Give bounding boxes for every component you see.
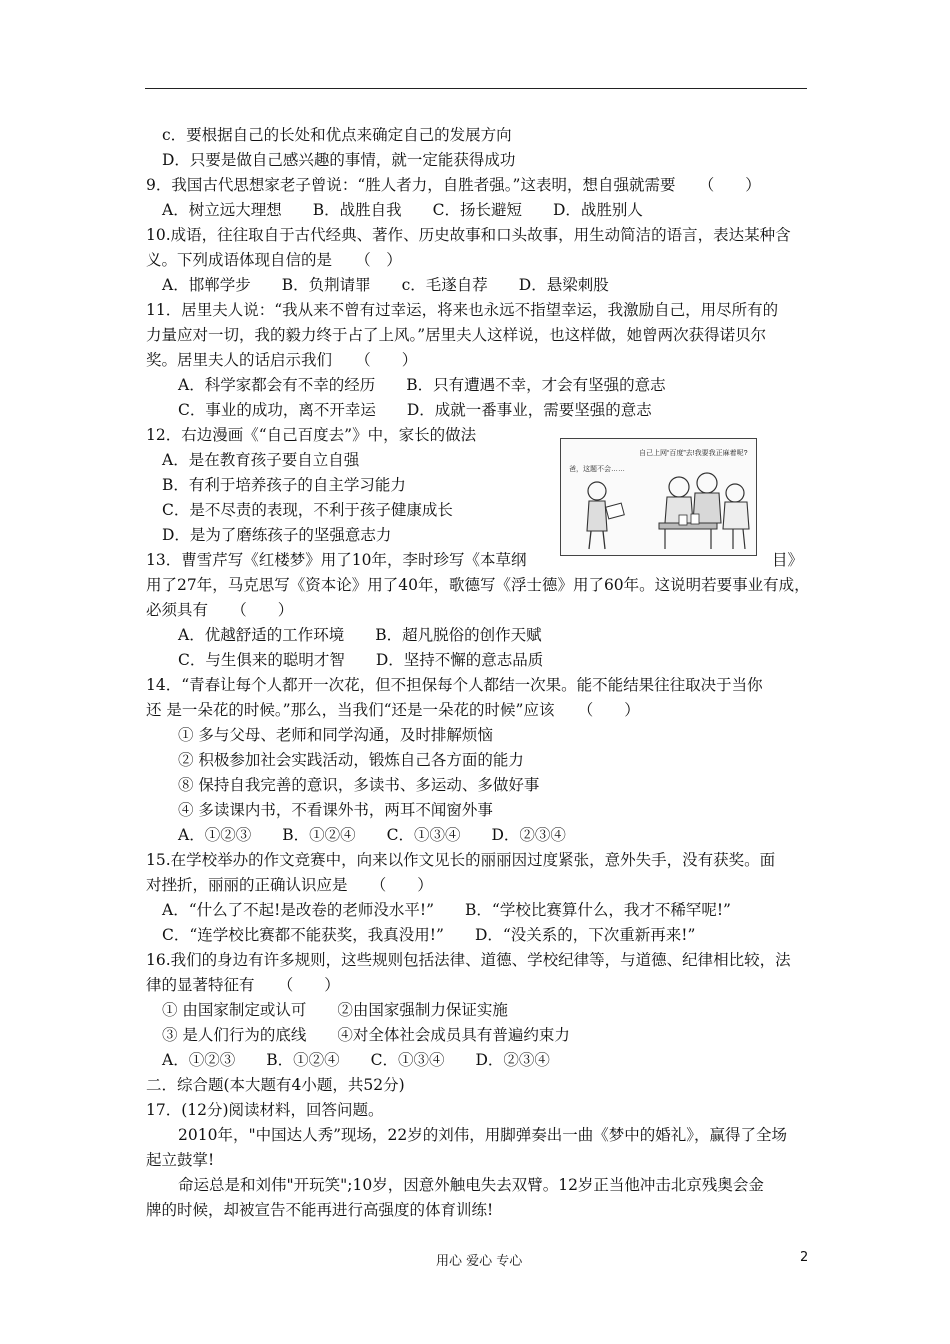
- text-line: 对挫折，丽丽的正确认识应是 （ ）: [146, 876, 433, 894]
- question-15: 15.在学校举办的作文竞赛中，向来以作文见长的丽丽因过度紧张，意外失手，没有获奖。面: [146, 851, 776, 869]
- text-line: 2010年，"中国达人秀”现场，22岁的刘伟，用脚弹奏出一曲《梦中的婚礼》，赢得了全场: [178, 1126, 787, 1144]
- text-line: 律的显著特征有 （ ）: [146, 976, 340, 994]
- header-rule: [145, 88, 807, 89]
- text-line: ④ 多读课内书，不看课外书，两耳不闻窗外事: [178, 801, 493, 819]
- question-9: 9．我国古代思想家老子曾说：“胜人者力，自胜者强。”这表明，想自强就需要 （ ）: [146, 176, 761, 194]
- cartoon-drawing: [561, 439, 756, 555]
- question-12: 12．右边漫画《“自己百度去”》中，家长的做法: [146, 426, 477, 444]
- text-line: 起立鼓掌!: [146, 1151, 215, 1169]
- text-line: c．要根据自己的长处和优点来确定自己的发展方向: [162, 126, 512, 144]
- text-line: C．与生俱来的聪明才智 D．坚持不懈的意志品质: [178, 651, 544, 669]
- text-line: A．科学家都会有不幸的经历 B．只有遭遇不幸，才会有坚强的意志: [178, 376, 666, 394]
- text-line: A．“什么了不起!是改卷的老师没水平!” B．“学校比赛算什么，我才不稀罕呢!”: [162, 901, 731, 919]
- text-line: ③ 是人们行为的底线 ④对全体社会成员具有普遍约束力: [162, 1026, 570, 1044]
- text-line: 牌的时候，却被宣告不能再进行高强度的体育训练!: [146, 1201, 494, 1219]
- text-line: A．①②③ B．①②④ C．①③④ D．②③④: [162, 1051, 550, 1069]
- text-line: 用了27年，马克思写《资本论》用了40年，歌德写《浮士德》用了60年。这说明若要事业有成，: [146, 576, 810, 594]
- text-line: B．有利于培养孩子的自主学习能力: [162, 476, 406, 494]
- text-line: C．是不尽责的表现，不利于孩子健康成长: [162, 501, 453, 519]
- text-line: C．事业的成功，离不开幸运 D．成就一番事业，需要坚强的意志: [178, 401, 652, 419]
- text-line: D．只要是做自己感兴趣的事情，就一定能获得成功: [162, 151, 516, 169]
- question-14: 14．“青春让每个人都开一次花，但不担保每个人都结一次果。能不能结果往往取决于当你: [146, 676, 763, 694]
- cartoon-image: [560, 438, 757, 556]
- text-line: D．是为了磨练孩子的坚强意志力: [162, 526, 392, 544]
- text-line: A．①②③ B．①②④ C．①③④ D．②③④: [178, 826, 566, 844]
- text-line: A．是在教育孩子要自立自强: [162, 451, 360, 469]
- page-number: 2: [800, 1250, 809, 1265]
- text-line: 奖。居里夫人的话启示我们 （ ）: [146, 351, 418, 369]
- text-line: A．树立远大理想 B．战胜自我 C．扬长避短 D．战胜别人: [162, 201, 643, 219]
- text-line: 义。下列成语体现自信的是 （ ）: [146, 251, 402, 269]
- text-line: A．邯郸学步 B．负荆请罪 c．毛遂自荐 D．悬梁刺股: [162, 276, 609, 294]
- text-line: ② 积极参加社会实践活动，锻炼自己各方面的能力: [178, 751, 524, 769]
- text-line: 命运总是和刘伟"开玩笑";10岁，因意外触电失去双臂。12岁正当他冲击北京残奥会金: [178, 1176, 764, 1194]
- text-line: 必须具有 （ ）: [146, 601, 294, 619]
- text-line: 力量应对一切，我的毅力终于占了上风。”居里夫人这样说，也这样做，她曾两次获得诺贝尔: [146, 326, 767, 344]
- cartoon-child-speech: 爸，这题不会……: [569, 466, 625, 473]
- text-line: C．“连学校比赛都不能获奖，我真没用!” D．“没关系的，下次重新再来!”: [162, 926, 696, 944]
- question-10: 10.成语，往往取自于古代经典、著作、历史故事和口头故事，用生动简洁的语言，表达某种含: [146, 226, 791, 244]
- text-line: 还 是一朵花的时候。”那么，当我们“还是一朵花的时候”应该 （ ）: [146, 701, 640, 719]
- question-16: 16.我们的身边有许多规则，这些规则包括法律、道德、学校纪律等，与道德、纪律相比较，法: [146, 951, 791, 969]
- text-line: ⑧ 保持自我完善的意识，多读书、多运动、多做好事: [178, 776, 540, 794]
- text-line: A．优越舒适的工作环境 B．超凡脱俗的创作天赋: [178, 626, 542, 644]
- footer-motto: 用心 爱心 专心: [436, 1254, 523, 1269]
- text-line: ① 多与父母、老师和同学沟通，及时排解烦恼: [178, 726, 493, 744]
- cartoon-caption: 自己上网“百度”去!我要我正麻着呢?: [639, 450, 748, 457]
- question-13: 13．曹雪芹写《红楼梦》用了10年，李时珍写《本草纲: [146, 551, 527, 569]
- question-11: 11．居里夫人说：“我从来不曾有过幸运，将来也永远不指望幸运，我激励自己，用尽所有的: [146, 301, 779, 319]
- question-17: 17．(12分)阅读材料，回答问题。: [146, 1101, 384, 1119]
- section-heading: 二．综合题(本大题有4小题，共52分): [146, 1076, 405, 1094]
- text-line: ① 由国家制定或认可 ②由国家强制力保证实施: [162, 1001, 508, 1019]
- text-line: 目》: [772, 551, 804, 569]
